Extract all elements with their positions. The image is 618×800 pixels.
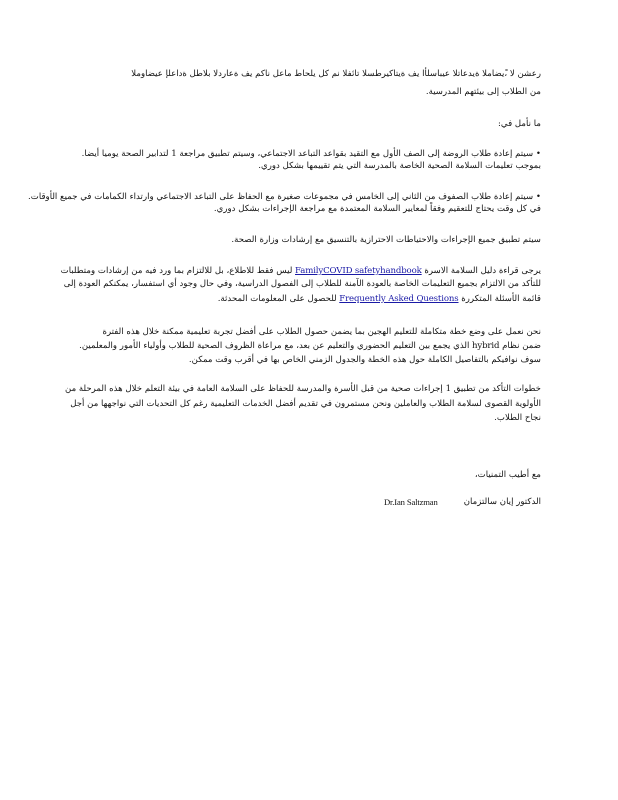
hybrid-line-2 <box>71 340 541 352</box>
handbook-line-1-after: ليس فقط للاطلاع، بل للالتزام بما ورد فيه من إرشادات ومتطلبات <box>60 266 293 276</box>
ministry-paragraph: سيتم تطبيق جميع الإجراءات والاحتياطات الاحترازية بالتنسيق مع إرشادات وزارة الصحة. <box>231 235 541 245</box>
handbook-line-3-after: للحصول على المعلومات المحدثة. <box>217 294 337 304</box>
bullet-1-line-2: بموجب تعليمات السلامة الصحية الخاصة بالمدرسة التي يتم تقييمها بشكل دوري. <box>258 161 541 171</box>
hybrid-line-2-before: ضمن نظام <box>502 341 541 351</box>
intro-line-2: من الطلاب إلى بيئتهم المدرسية. <box>425 87 541 97</box>
list-intro: ما نأمل في: <box>498 119 541 129</box>
closing-line-3: نجاح الطلاب. <box>494 413 541 423</box>
closing-line-1: خطوات التأكد من تطبيق 1 إجراءات صحية من قبل الأسرة والمدرسة للحفاظ على السلامة العامة في بيئة التعلم خلال هذه المرحلة من <box>65 384 541 394</box>
hybrid-line-1: نحن نعمل على وضع خطة متكاملة للتعليم الهجين بما يضمن حصول الطلاب على أفضل تجربة تعليمية ممكنة خلال هذه الفترة <box>102 327 541 337</box>
bullet-2-line-2: في كل وقت يحتاج للتعقيم وفقاً لمعايير السلامة المعتمدة مع مراجعة الإجراءات بشكل دوري. <box>213 204 541 214</box>
handbook-line-3-before: قائمة الأسئلة المتكررة <box>461 294 541 304</box>
handbook-line-1-before: يرجى قراءة دليل السلامة الاسرة <box>424 266 541 276</box>
signature-arabic-name: الدكتور إيان سالتزمان <box>463 497 541 507</box>
handbook-line-1 <box>60 265 541 277</box>
bullet-1-line-1: • سيتم إعادة طلاب الروضة إلى الصف الأول مع التقيد بقواعد التباعد الاجتماعي، وسيتم تطبيق مراجعة 1 لتدابير الصحة يوميا أيضا. <box>81 149 541 159</box>
hybrid-line-2-after: الذي يجمع بين التعليم الحضوري والتعليم عن بعد، مع مراعاة الظروف الصحية للطلاب وأولياء الأمور والمعلمين. <box>79 341 470 351</box>
faq-link[interactable]: Frequently Asked Questions <box>339 294 459 304</box>
bullet-2-line-1: • سيتم إعادة طلاب الصفوف من الثاني إلى الخامس في مجموعات صغيرة مع الحفاظ على التباعد الاجتماعي وارتداء الكمامات في جميع الأوقات. <box>28 192 541 202</box>
handbook-line-2: للتأكد من الالتزام بجميع التعليمات الخاصة بالعودة الآمنة للطلاب إلى الفصول الدراسية، وفي حال وجود أي استفسار، يمكنكم العودة إلى <box>63 279 541 289</box>
family-covid-handbook-link[interactable]: FamilyCOVID safetyhandbook <box>295 266 422 276</box>
intro-line-1: رعشن لا ،ًيضاملا ةيدعاتلا عيباسلأا يف ةيتاكيرطسلا تائفلا نم كل يلحاط ماعل ناكم يف ةعاردلا بلاطل ةداعلإ عيضاوملا <box>131 69 541 79</box>
hybrid-line-3: سوف نوافيكم بالتفاصيل الكاملة حول هذه الخطة والجدول الزمني الخاص بها في أقرب وقت ممكن. <box>188 355 541 365</box>
hybrid-term: hybrid <box>471 341 500 351</box>
signature-english-name: Dr.Ian Saltzman <box>384 497 438 507</box>
sign-off: مع أطيب التمنيات، <box>474 470 541 480</box>
closing-line-2: الأولوية القصوى لسلامة الطلاب والعاملين ونحن مستمرون في تقديم أفضل الخدمات التعليمية رغم كل التحديات التي نواجهها من أجل <box>70 399 541 409</box>
handbook-line-3 <box>91 293 541 305</box>
